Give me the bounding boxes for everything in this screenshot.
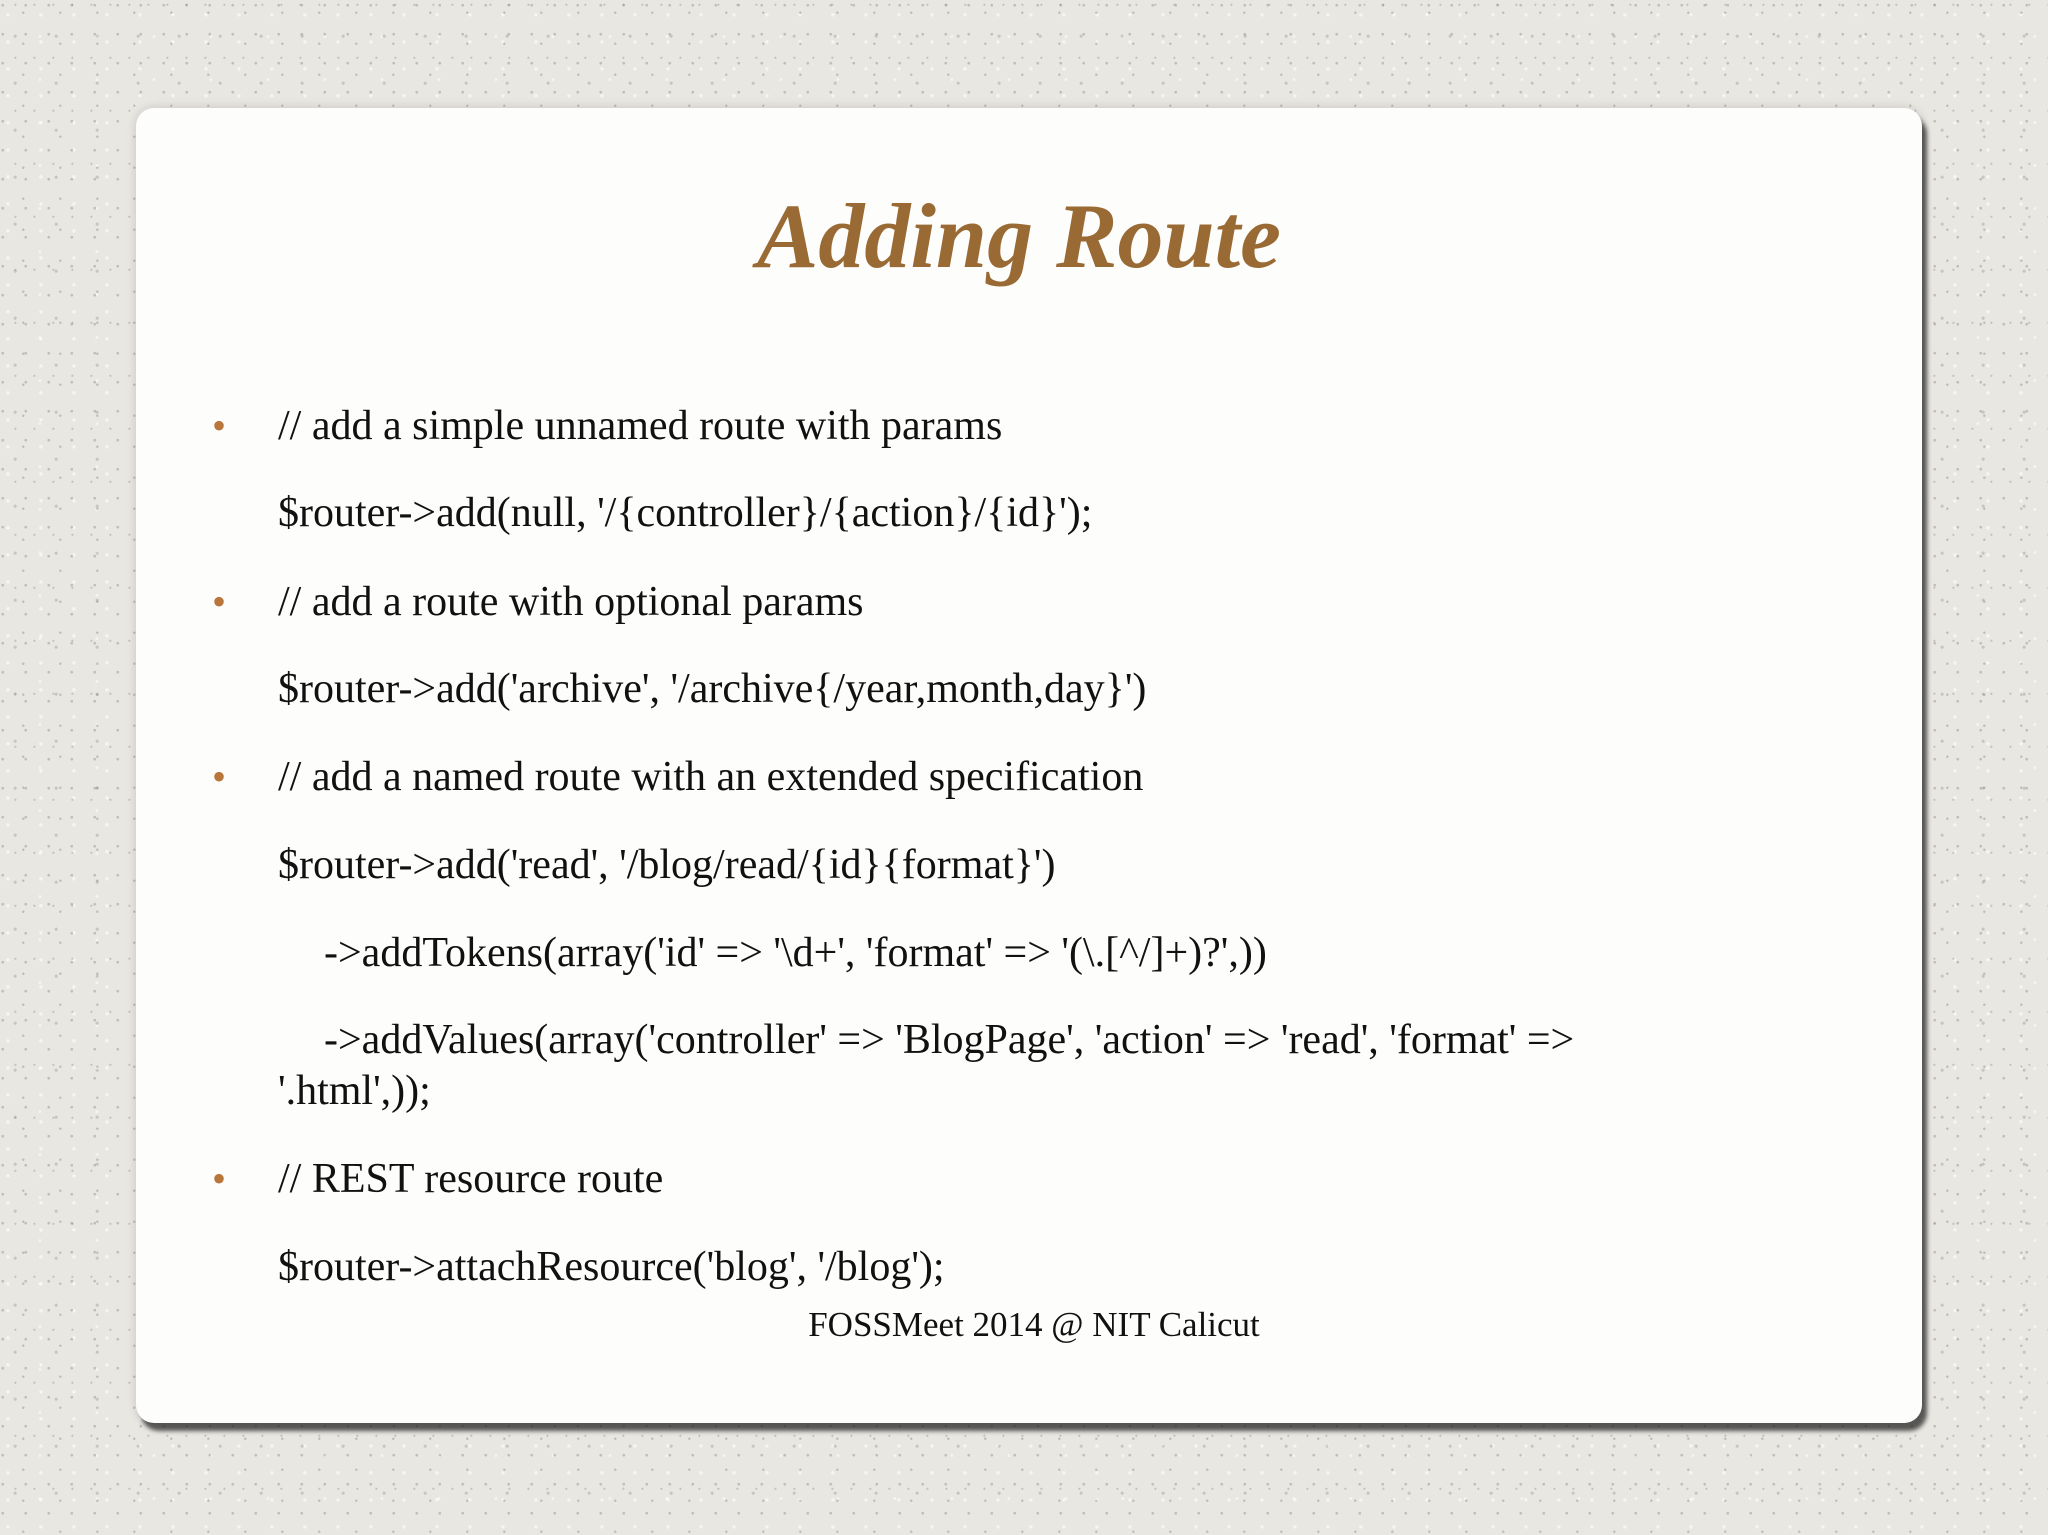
code-line-5: ->addValues(array('controller' => 'BlogPage', 'action' => 'read', 'format' => <box>324 1017 1575 1063</box>
bullet-marker: • <box>212 403 227 448</box>
slide-title-text: Adding Route <box>756 185 1281 287</box>
slide-title <box>0 185 2048 287</box>
bullet-marker: • <box>212 579 227 624</box>
bullet-comment-4: // REST resource route <box>278 1156 664 1202</box>
bullet-marker: • <box>212 754 227 799</box>
bullet-comment-3: // add a named route with an extended specification <box>278 754 1144 800</box>
code-line-6: $router->attachResource('blog', '/blog'); <box>278 1244 945 1290</box>
slide-footer: FOSSMeet 2014 @ NIT Calicut <box>808 1305 1260 1344</box>
code-line-1: $router->add(null, '/{controller}/{action}/{id}'); <box>278 490 1093 536</box>
code-line-2: $router->add('archive', '/archive{/year,month,day}') <box>278 666 1147 712</box>
bullet-comment-2: // add a route with optional params <box>278 579 864 625</box>
bullet-marker: • <box>212 1156 227 1201</box>
code-line-5-continued: '.html',)); <box>278 1068 431 1114</box>
code-line-4: ->addTokens(array('id' => '\d+', 'format' => '(\.[^/]+)?',)) <box>324 930 1267 976</box>
code-line-3: $router->add('read', '/blog/read/{id}{format}') <box>278 842 1056 888</box>
bullet-comment-1: // add a simple unnamed route with params <box>278 403 1003 449</box>
